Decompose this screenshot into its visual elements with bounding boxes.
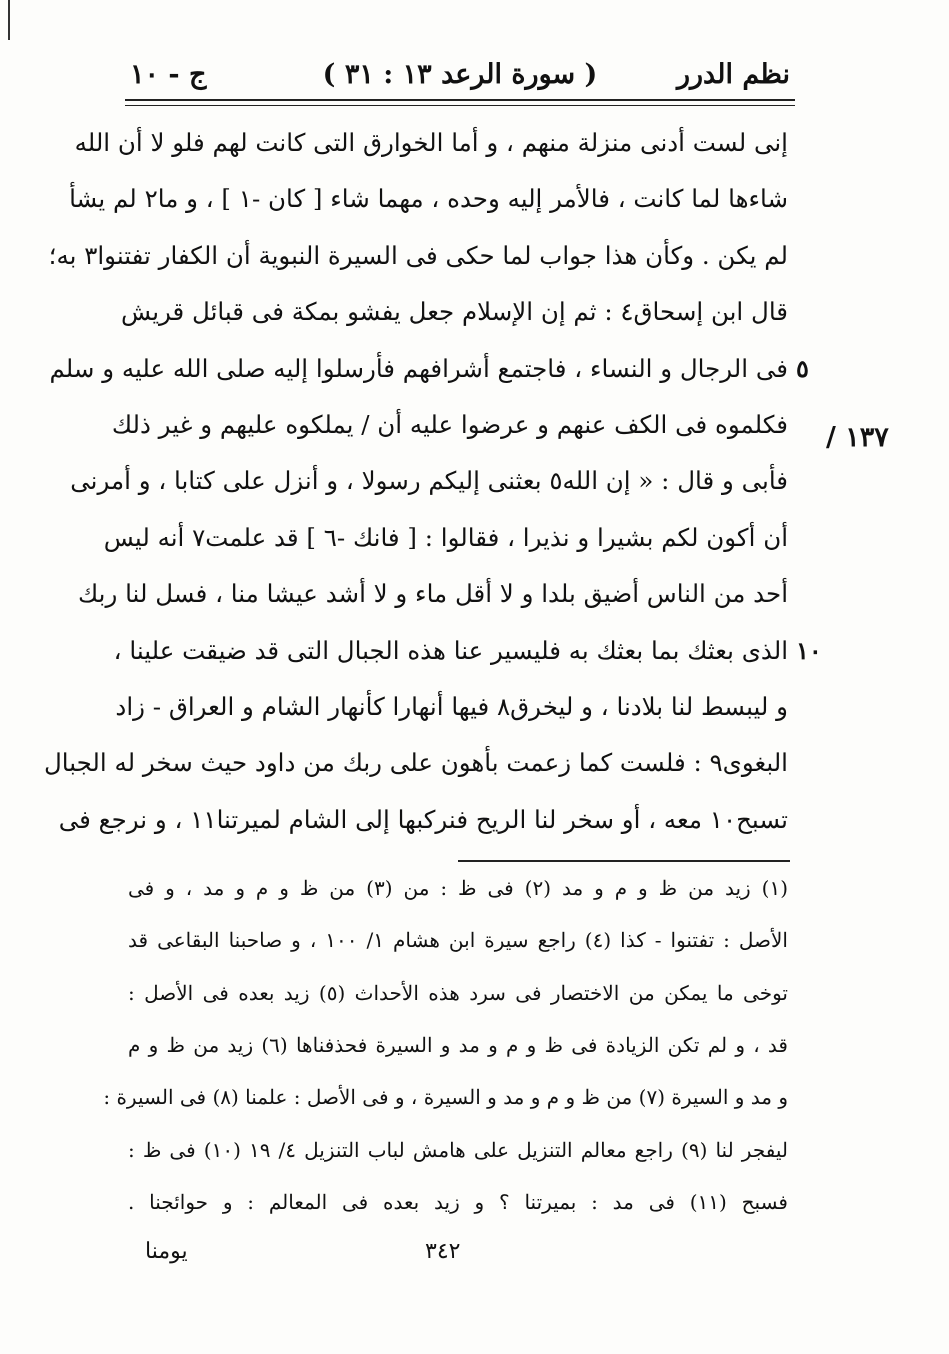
footnote-line: و مد و السيرة (٧) من ظ و م و مد و السيرة ، و فى الأصل : علمنا (٨) فى السيرة : [103,1085,788,1110]
line-number: ٥ [796,353,809,383]
footnote-line: الأصل : تفتنوا - كذا (٤) راجع سيرة ابن هشام ١/ ١٠٠ ، و صاحبنا البقاعى قد [128,928,788,953]
header-book-title: نظم الدرر [676,59,790,90]
margin-manuscript-folio: ١٣٧ / [826,422,889,453]
running-header [130,52,790,98]
body-line: و ليبسط لنا بلادنا ، و ليخرق٨ فيها أنهارا كأنهار الشام و العراق - زاد [115,692,788,721]
header-surah-reference: ( سورة الرعد ١٣ : ٣١ ) [322,59,598,90]
footnote-line: توخى ما يمكن من الاختصار فى سرد هذه الأحداث (٥) زيد بعده فى الأصل : [128,980,788,1005]
line-number: ١٠ [796,635,822,665]
footnote-line: (١) زيد من ظ و م و مد (٢) فى ظ : من (٣) من ظ و م و مد ، و فى [128,876,788,900]
footnote-separator [458,860,790,862]
body-line: قال ابن إسحاق٤ : ثم إن الإسلام جعل يفشو بمكة فى قبائل قريش [120,297,788,327]
footnote-line: فسبح (١١) فى مد : بميرتنا ؟ و زيد بعده فى المعالم : و حوائجنا . [128,1189,788,1214]
body-line: الذى بعثك بما بعثك به فليسير عنا هذه الجبال التى قد ضيقت علينا ، [113,635,788,665]
header-rule-thick [125,99,795,101]
catchword: يومنا [145,1239,188,1264]
body-line: فى الرجال و النساء ، فاجتمع أشرافهم فأرسلوا إليه صلى الله عليه و سلم [49,353,788,383]
header-rule-thin [125,105,795,106]
footnote-line: قد ، و لم تكن الزيادة فى ظ و م و مد و السيرة فحذفناها (٦) زيد من ظ و م [128,1032,788,1057]
body-line: أحد من الناس أضيق بلدا و لا أقل ماء و لا أشد عيشا منا ، فسل لنا ربك [78,579,788,609]
body-line: إنى لست أدنى منزلة منهم ، و أما الخوارق التى كانت لهم فلو لا أن الله [74,128,788,157]
body-line: البغوى٩ : فلست كما زعمت بأهون على ربك من داود حيث سخر له الجبال [43,748,788,778]
body-line: لم يكن . وكأن هذا جواب لما حكى فى السيرة النبوية أن الكفار تفتنوا٣ به؛ [48,240,788,270]
footnote-line: ليفجر لنا (٩) راجع معالم التنزيل على هامش لباب التنزيل ٤/ ١٩ (١٠) فى ظ : [128,1137,788,1162]
body-line: أن أكون لكم بشيرا و نذيرا ، فقالوا : [ فانك -٦ ] قد علمت٧ أنه ليس [103,522,788,552]
body-line: تسبح١٠ معه ، أو سخر لنا الريح فنركبها إلى الشام لميرتنا١١ ، و نرجع فى [58,804,788,834]
body-line: فأبى و قال : « إن الله٥ بعثنى إليكم رسولا ، و أنزل على كتابا ، و أمرنى [70,466,788,496]
body-line: شاءها لما كانت ، فالأمر إليه وحده ، مهما شاء [ كان -١ ] ، و ما٢ لم يشأ [69,184,788,214]
page-number: ٣٤٢ [425,1239,461,1264]
scan-edge-mark [8,0,10,40]
body-line: فكلموه فى الكف عنهم و عرضوا عليه أن / يملكوه عليهم و غير ذلك [111,410,788,439]
header-volume: ج - ١٠ [130,59,207,90]
